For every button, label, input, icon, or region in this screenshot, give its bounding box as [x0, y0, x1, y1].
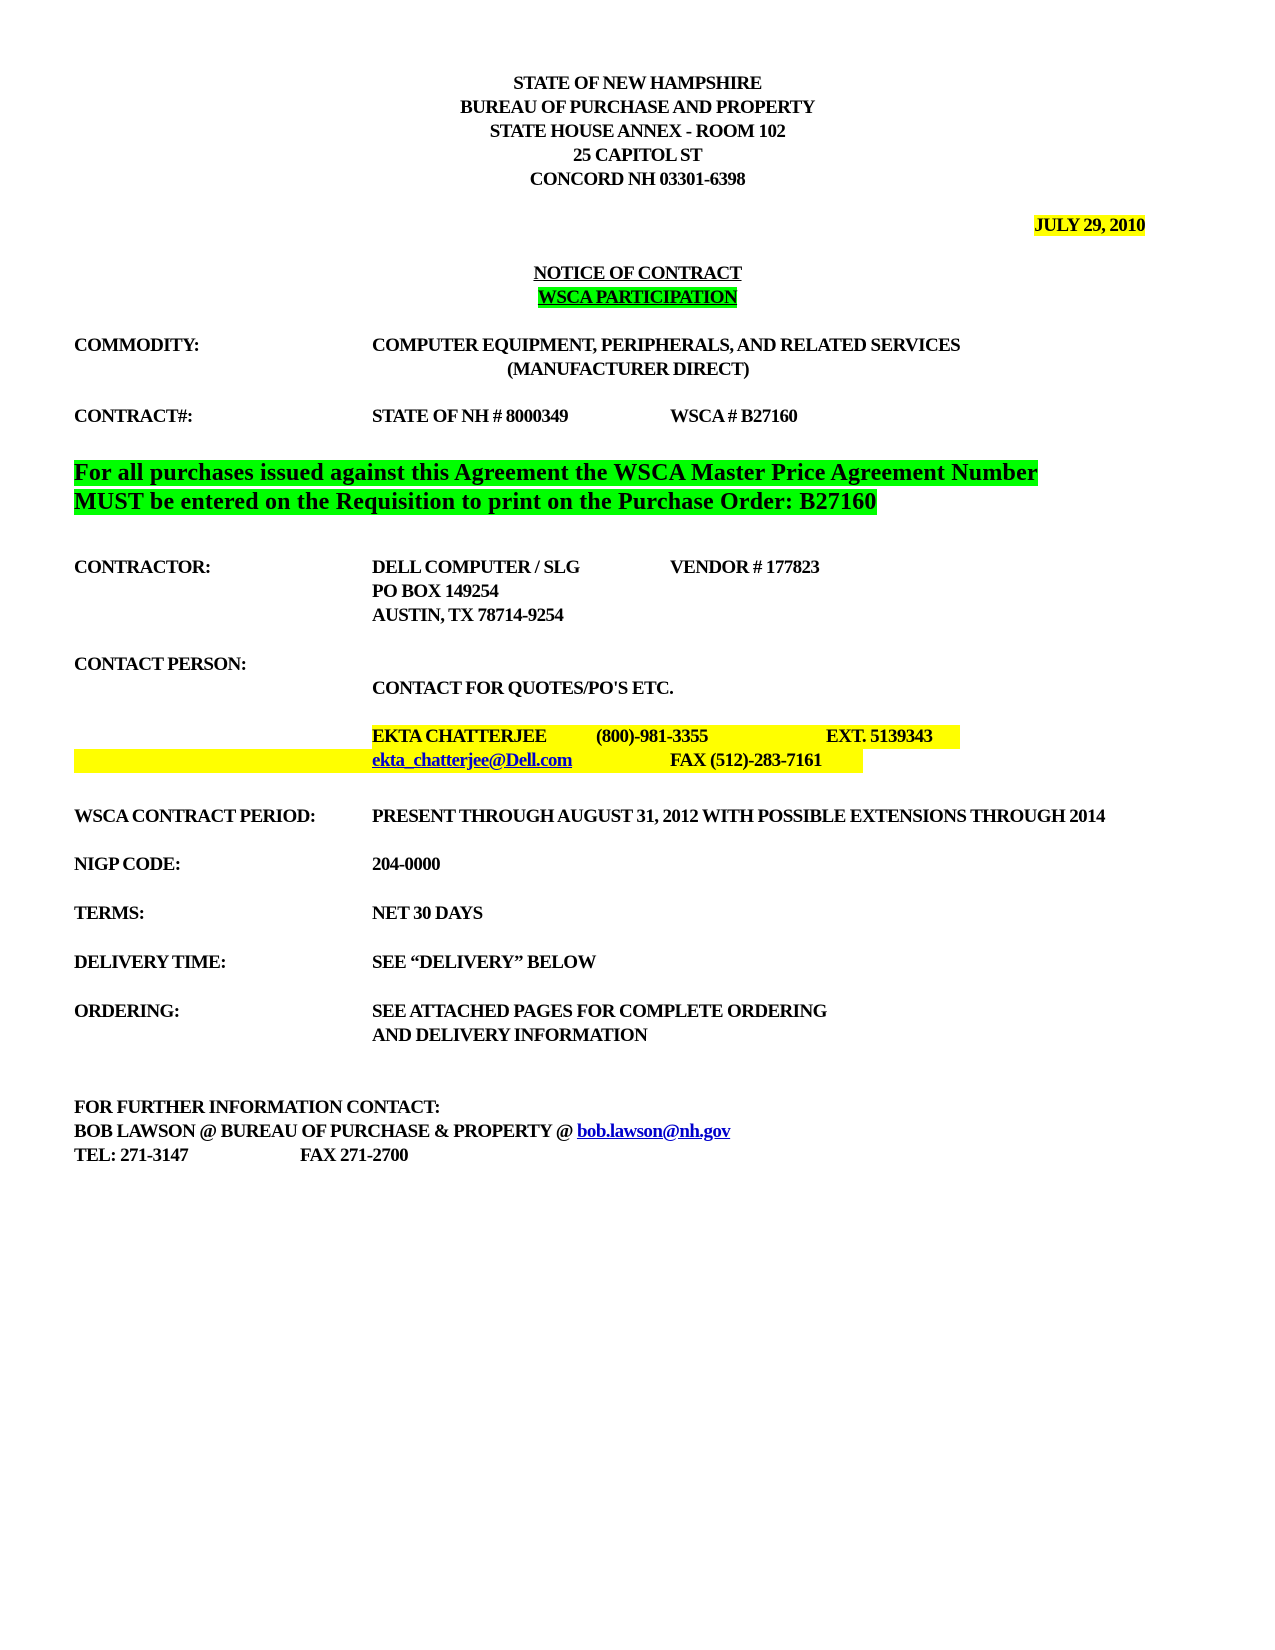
vendor-number: VENDOR # 177823	[670, 557, 820, 578]
banner-line-2: MUST be entered on the Requisition to print on the Purchase Order: B27160	[74, 489, 877, 515]
header-line-2: BUREAU OF PURCHASE AND PROPERTY	[460, 97, 815, 118]
contact-fax: FAX (512)-283-7161	[670, 750, 822, 771]
footer-line-1: FOR FURTHER INFORMATION CONTACT:	[74, 1097, 440, 1118]
ordering-label: ORDERING:	[74, 1001, 180, 1022]
notice-subtitle: WSCA PARTICIPATION	[537, 287, 738, 308]
contractor-label: CONTRACTOR:	[74, 557, 211, 578]
commodity-value: COMPUTER EQUIPMENT, PERIPHERALS, AND RELATED SERVICES	[372, 335, 961, 356]
contact-phone: (800)-981-3355	[596, 726, 708, 747]
nigp-label: NIGP CODE:	[74, 854, 181, 875]
footer-tel: TEL: 271-3147	[74, 1145, 189, 1166]
contract-wsca-number: WSCA # B27160	[670, 406, 798, 427]
notice-date: JULY 29, 2010	[1034, 215, 1145, 236]
banner-line-1: For all purchases issued against this Agreement the WSCA Master Price Agreement Number	[74, 460, 1038, 486]
ordering-value: SEE ATTACHED PAGES FOR COMPLETE ORDERING	[372, 1001, 827, 1022]
commodity-label: COMMODITY:	[74, 335, 200, 356]
contact-heading: CONTACT FOR QUOTES/PO'S ETC.	[372, 678, 674, 699]
header-line-5: CONCORD NH 03301-6398	[529, 169, 746, 190]
contractor-address-2: AUSTIN, TX 78714-9254	[372, 605, 564, 626]
delivery-value: SEE “DELIVERY” BELOW	[372, 952, 596, 973]
footer-line-2	[74, 1120, 730, 1144]
contractor-address-1: PO BOX 149254	[372, 581, 499, 602]
contact-extension: EXT. 5139343	[826, 726, 933, 747]
contract-label: CONTRACT#:	[74, 406, 193, 427]
contract-state-number: STATE OF NH # 8000349	[372, 406, 569, 427]
ordering-value-sub: AND DELIVERY INFORMATION	[372, 1025, 648, 1046]
footer-email-link[interactable]: bob.lawson@nh.gov	[576, 1121, 731, 1142]
contact-email-link[interactable]: ekta_chatterjee@Dell.com	[372, 750, 573, 771]
commodity-value-sub: (MANUFACTURER DIRECT)	[507, 359, 749, 380]
header-line-3: STATE HOUSE ANNEX - ROOM 102	[489, 121, 786, 142]
period-value: PRESENT THROUGH AUGUST 31, 2012 WITH POSSIBLE EXTENSIONS THROUGH 2014	[372, 806, 1105, 827]
header-line-1: STATE OF NEW HAMPSHIRE	[513, 73, 762, 94]
period-label: WSCA CONTRACT PERIOD:	[74, 806, 316, 827]
terms-label: TERMS:	[74, 903, 145, 924]
delivery-label: DELIVERY TIME:	[74, 952, 226, 973]
nigp-value: 204-0000	[372, 854, 441, 875]
footer-contact-text: BOB LAWSON @ BUREAU OF PURCHASE & PROPERTY @	[74, 1121, 577, 1142]
footer-fax: FAX 271-2700	[300, 1145, 409, 1166]
contractor-name: DELL COMPUTER / SLG	[372, 557, 580, 578]
contact-name: EKTA CHATTERJEE	[372, 726, 547, 747]
notice-title: NOTICE OF CONTRACT	[533, 263, 742, 284]
contact-label: CONTACT PERSON:	[74, 654, 247, 675]
terms-value: NET 30 DAYS	[372, 903, 483, 924]
header-line-4: 25 CAPITOL ST	[572, 145, 703, 166]
